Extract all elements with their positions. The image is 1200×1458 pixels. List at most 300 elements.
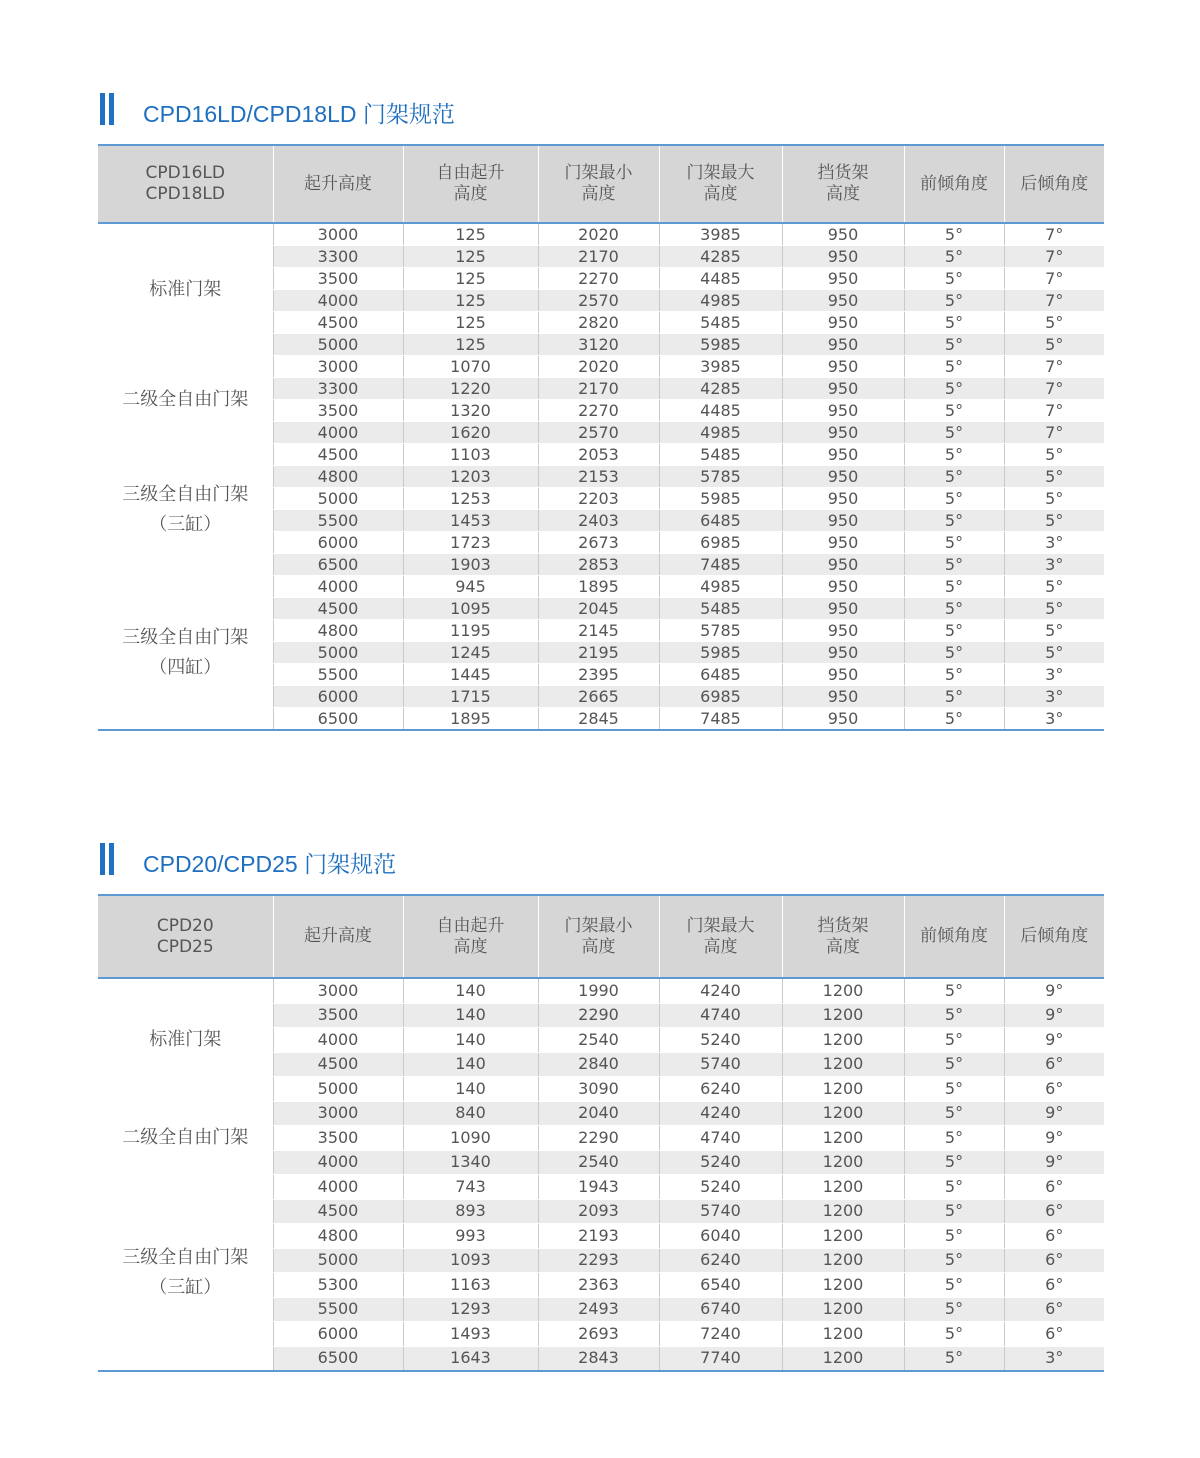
mast-type-cell [98, 978, 273, 1101]
table-cell: 5000 [273, 642, 403, 664]
table-cell: 7° [1004, 378, 1104, 400]
table-cell: 7° [1004, 268, 1104, 290]
table-cell: 4285 [659, 246, 782, 268]
table-cell: 4000 [273, 1175, 403, 1200]
table-cell: 5485 [659, 312, 782, 334]
column-header [273, 895, 403, 978]
mast-type-cell [98, 1175, 273, 1372]
column-header [273, 145, 403, 223]
table-cell: 1200 [782, 1346, 904, 1371]
table-cell: 6° [1004, 1175, 1104, 1200]
table-cell: 125 [403, 290, 538, 312]
table-cell: 5° [904, 620, 1004, 642]
table-cell: 1200 [782, 1224, 904, 1249]
column-header [1004, 145, 1104, 223]
table-cell: 140 [403, 1028, 538, 1053]
table-cell: 5° [904, 1248, 1004, 1273]
table-cell: 6540 [659, 1273, 782, 1298]
table-cell: 6040 [659, 1224, 782, 1249]
column-header [659, 145, 782, 223]
table-cell: 7240 [659, 1322, 782, 1347]
section-title: CPD16LD/CPD18LD 门架规范 [143, 101, 455, 127]
mast-spec-section-2 [98, 840, 1104, 1372]
mast-spec-table [98, 894, 1104, 1372]
table-cell: 5° [1004, 444, 1104, 466]
table-cell: 4000 [273, 290, 403, 312]
table-cell: 4240 [659, 978, 782, 1003]
table-cell: 4000 [273, 1150, 403, 1175]
table-cell: 2570 [538, 422, 659, 444]
table-cell: 5° [904, 1052, 1004, 1077]
table-cell: 1200 [782, 1101, 904, 1126]
table-row [98, 576, 1104, 598]
table-cell: 1493 [403, 1322, 538, 1347]
table-cell: 3000 [273, 356, 403, 378]
table-cell: 5° [904, 664, 1004, 686]
column-header-text: 高度 [826, 936, 860, 957]
model-header-cell [98, 145, 273, 223]
column-header-text: 门架最大 [686, 163, 755, 183]
table-cell: 1723 [403, 532, 538, 554]
table-cell: 6000 [273, 686, 403, 708]
table-cell: 5° [904, 1199, 1004, 1224]
table-cell: 3° [1004, 664, 1104, 686]
column-header-text: 前倾角度 [920, 926, 988, 946]
table-cell: 2540 [538, 1150, 659, 1175]
table-cell: 4800 [273, 1224, 403, 1249]
column-header [403, 145, 538, 223]
table-cell: 5° [904, 510, 1004, 532]
table-cell: 140 [403, 1003, 538, 1028]
table-cell: 2403 [538, 510, 659, 532]
table-cell: 140 [403, 1052, 538, 1077]
table-cell: 6740 [659, 1297, 782, 1322]
column-header-text: 自由起升 [436, 915, 505, 936]
mast-type-cell [98, 1101, 273, 1175]
table-cell: 950 [782, 510, 904, 532]
table-cell: 2570 [538, 290, 659, 312]
table-cell: 5° [904, 378, 1004, 400]
table-cell: 5300 [273, 1273, 403, 1298]
table-cell: 5740 [659, 1052, 782, 1077]
column-header [659, 895, 782, 978]
table-cell: 5° [904, 642, 1004, 664]
table-cell: 5° [904, 576, 1004, 598]
table-cell: 3090 [538, 1077, 659, 1102]
table-cell: 3300 [273, 378, 403, 400]
table-cell: 2853 [538, 554, 659, 576]
table-cell: 840 [403, 1101, 538, 1126]
table-cell: 7485 [659, 708, 782, 731]
table-row [98, 444, 1104, 466]
table-cell: 2053 [538, 444, 659, 466]
column-header [1004, 895, 1104, 978]
column-header-text: 起升高度 [304, 926, 372, 946]
section-heading [98, 90, 1104, 130]
table-cell: 1070 [403, 356, 538, 378]
table-cell: 5° [904, 1126, 1004, 1151]
table-cell: 5° [1004, 466, 1104, 488]
table-cell: 1715 [403, 686, 538, 708]
table-cell: 4485 [659, 268, 782, 290]
column-header-text: 高度 [581, 936, 616, 957]
column-header [538, 895, 659, 978]
table-cell: 5° [904, 466, 1004, 488]
table-cell: 9° [1004, 1028, 1104, 1053]
table-cell: 5° [1004, 312, 1104, 334]
table-cell: 893 [403, 1199, 538, 1224]
model-name: CPD16LD [145, 163, 225, 183]
column-header-text: 自由起升 [436, 163, 505, 183]
column-header-text: 挡货架 [817, 163, 869, 183]
table-cell: 4240 [659, 1101, 782, 1126]
table-cell: 2045 [538, 598, 659, 620]
table-cell: 1293 [403, 1297, 538, 1322]
mast-type-label: 二级全自由门架 [122, 388, 249, 410]
heading-bar-icon [109, 843, 114, 875]
table-cell: 5° [904, 1346, 1004, 1371]
table-cell: 5° [1004, 510, 1104, 532]
table-cell: 9° [1004, 978, 1104, 1003]
table-cell: 3° [1004, 1346, 1104, 1371]
table-cell: 4985 [659, 290, 782, 312]
column-header [904, 145, 1004, 223]
table-cell: 1943 [538, 1175, 659, 1200]
table-cell: 950 [782, 400, 904, 422]
mast-type-label: 标准门架 [149, 1028, 222, 1050]
table-cell: 2290 [538, 1126, 659, 1151]
table-cell: 5° [904, 1077, 1004, 1102]
table-cell: 6985 [659, 686, 782, 708]
table-cell: 7° [1004, 223, 1104, 246]
table-cell: 1990 [538, 978, 659, 1003]
table-cell: 2195 [538, 642, 659, 664]
table-cell: 4800 [273, 620, 403, 642]
column-header-text: 高度 [453, 184, 488, 204]
table-cell: 1620 [403, 422, 538, 444]
column-header-text: 后倾角度 [1020, 926, 1089, 946]
table-cell: 5985 [659, 334, 782, 356]
table-cell: 5000 [273, 334, 403, 356]
table-cell: 5240 [659, 1175, 782, 1200]
table-cell: 1200 [782, 1003, 904, 1028]
table-cell: 1895 [403, 708, 538, 731]
table-cell: 2293 [538, 1248, 659, 1273]
table-cell: 4485 [659, 400, 782, 422]
table-cell: 950 [782, 576, 904, 598]
table-cell: 5785 [659, 466, 782, 488]
table-cell: 5° [904, 554, 1004, 576]
mast-spec-table [98, 144, 1104, 731]
table-cell: 1200 [782, 1077, 904, 1102]
table-cell: 5° [904, 1273, 1004, 1298]
table-cell: 7740 [659, 1346, 782, 1371]
mast-type-cell [98, 356, 273, 444]
table-cell: 1200 [782, 1273, 904, 1298]
table-cell: 4285 [659, 378, 782, 400]
table-cell: 3° [1004, 708, 1104, 731]
table-cell: 1643 [403, 1346, 538, 1371]
table-cell: 3500 [273, 400, 403, 422]
table-cell: 6° [1004, 1224, 1104, 1249]
mast-type-cell [98, 223, 273, 356]
table-cell: 7485 [659, 554, 782, 576]
table-cell: 4740 [659, 1003, 782, 1028]
table-cell: 5° [904, 686, 1004, 708]
table-cell: 3000 [273, 223, 403, 246]
column-header [782, 145, 904, 223]
table-cell: 1200 [782, 978, 904, 1003]
column-header-text: 门架最小 [564, 915, 633, 936]
table-cell: 3000 [273, 978, 403, 1003]
table-cell: 4740 [659, 1126, 782, 1151]
column-header-text: 起升高度 [304, 173, 372, 194]
mast-type-label: （三缸） [149, 1276, 222, 1298]
table-cell: 3985 [659, 223, 782, 246]
table-cell: 5° [1004, 620, 1104, 642]
column-header-text: 高度 [826, 184, 860, 204]
table-cell: 2170 [538, 378, 659, 400]
model-header-cell [98, 895, 273, 978]
table-cell: 4500 [273, 598, 403, 620]
table-header-row [98, 895, 1104, 978]
table-cell: 950 [782, 356, 904, 378]
table-cell: 743 [403, 1175, 538, 1200]
column-header [403, 895, 538, 978]
table-cell: 5240 [659, 1150, 782, 1175]
mast-type-label: 三级全自由门架 [122, 626, 249, 648]
mast-type-label: （三缸） [149, 513, 222, 535]
table-cell: 3000 [273, 1101, 403, 1126]
table-cell: 1340 [403, 1150, 538, 1175]
table-cell: 5° [904, 444, 1004, 466]
mast-type-label: （四缸） [149, 656, 222, 678]
table-cell: 3° [1004, 686, 1104, 708]
table-cell: 1453 [403, 510, 538, 532]
table-cell: 2270 [538, 400, 659, 422]
table-cell: 2145 [538, 620, 659, 642]
table-cell: 5° [904, 1150, 1004, 1175]
table-cell: 6000 [273, 532, 403, 554]
table-cell: 5° [904, 1101, 1004, 1126]
table-cell: 6485 [659, 664, 782, 686]
table-cell: 1200 [782, 1248, 904, 1273]
table-cell: 4500 [273, 444, 403, 466]
table-cell: 5° [904, 223, 1004, 246]
table-cell: 993 [403, 1224, 538, 1249]
table-cell: 1093 [403, 1248, 538, 1273]
section-heading [98, 840, 1104, 880]
table-cell: 4500 [273, 1199, 403, 1224]
table-cell: 4000 [273, 576, 403, 598]
table-cell: 5° [904, 708, 1004, 731]
table-cell: 5° [904, 400, 1004, 422]
table-cell: 5° [904, 598, 1004, 620]
table-cell: 5° [1004, 598, 1104, 620]
table-cell: 2290 [538, 1003, 659, 1028]
table-cell: 4985 [659, 422, 782, 444]
table-cell: 950 [782, 686, 904, 708]
table-cell: 6° [1004, 1322, 1104, 1347]
table-cell: 2170 [538, 246, 659, 268]
table-cell: 1253 [403, 488, 538, 510]
column-header-text: 门架最大 [686, 915, 755, 936]
table-cell: 9° [1004, 1150, 1104, 1175]
table-cell: 5485 [659, 444, 782, 466]
table-cell: 4000 [273, 422, 403, 444]
table-cell: 2820 [538, 312, 659, 334]
table-cell: 1200 [782, 1297, 904, 1322]
table-cell: 5° [904, 1175, 1004, 1200]
table-cell: 950 [782, 620, 904, 642]
table-cell: 1200 [782, 1150, 904, 1175]
table-cell: 125 [403, 312, 538, 334]
table-cell: 3500 [273, 268, 403, 290]
table-cell: 7° [1004, 290, 1104, 312]
table-cell: 1200 [782, 1028, 904, 1053]
table-cell: 5° [904, 268, 1004, 290]
table-row [98, 1175, 1104, 1200]
table-cell: 5° [1004, 334, 1104, 356]
table-cell: 6985 [659, 532, 782, 554]
table-row [98, 1101, 1104, 1126]
table-cell: 6° [1004, 1199, 1104, 1224]
table-cell: 1200 [782, 1322, 904, 1347]
table-cell: 1095 [403, 598, 538, 620]
table-cell: 125 [403, 268, 538, 290]
table-cell: 6500 [273, 1346, 403, 1371]
table-cell: 2270 [538, 268, 659, 290]
column-header [904, 895, 1004, 978]
table-cell: 3300 [273, 246, 403, 268]
table-cell: 950 [782, 246, 904, 268]
table-row [98, 223, 1104, 246]
heading-bar-icon [100, 843, 105, 875]
column-header-text: 高度 [703, 184, 738, 204]
column-header-text: 后倾角度 [1020, 173, 1089, 194]
table-cell: 1195 [403, 620, 538, 642]
table-cell: 1220 [403, 378, 538, 400]
column-header-text: 门架最小 [564, 163, 633, 183]
table-row [98, 978, 1104, 1003]
table-cell: 1200 [782, 1126, 904, 1151]
table-cell: 6240 [659, 1248, 782, 1273]
table-cell: 5° [904, 1322, 1004, 1347]
table-cell: 1090 [403, 1126, 538, 1151]
column-header [538, 145, 659, 223]
table-cell: 2693 [538, 1322, 659, 1347]
table-cell: 5° [904, 422, 1004, 444]
table-cell: 5985 [659, 488, 782, 510]
table-cell: 5° [904, 488, 1004, 510]
table-cell: 5° [904, 334, 1004, 356]
table-cell: 4985 [659, 576, 782, 598]
table-cell: 3985 [659, 356, 782, 378]
table-cell: 950 [782, 488, 904, 510]
table-cell: 3500 [273, 1003, 403, 1028]
table-cell: 2093 [538, 1199, 659, 1224]
table-cell: 9° [1004, 1126, 1104, 1151]
model-name: CPD20 [156, 915, 214, 936]
table-cell: 1103 [403, 444, 538, 466]
table-cell: 5000 [273, 488, 403, 510]
heading-bar-icon [109, 93, 114, 125]
table-cell: 945 [403, 576, 538, 598]
table-cell: 950 [782, 223, 904, 246]
table-cell: 140 [403, 978, 538, 1003]
table-cell: 3° [1004, 532, 1104, 554]
table-cell: 5° [1004, 488, 1104, 510]
table-cell: 125 [403, 246, 538, 268]
table-cell: 140 [403, 1077, 538, 1102]
table-cell: 3° [1004, 554, 1104, 576]
table-cell: 4500 [273, 1052, 403, 1077]
heading-bar-icon [100, 93, 105, 125]
table-cell: 7° [1004, 356, 1104, 378]
column-header-text: 高度 [703, 936, 738, 957]
table-cell: 6240 [659, 1077, 782, 1102]
column-header-text: 挡货架 [817, 915, 869, 936]
table-cell: 1445 [403, 664, 538, 686]
table-cell: 5° [904, 1003, 1004, 1028]
table-cell: 950 [782, 642, 904, 664]
table-cell: 1903 [403, 554, 538, 576]
table-cell: 5500 [273, 664, 403, 686]
table-cell: 1895 [538, 576, 659, 598]
table-cell: 9° [1004, 1003, 1104, 1028]
table-cell: 5500 [273, 510, 403, 532]
table-cell: 5° [904, 532, 1004, 554]
table-cell: 1200 [782, 1052, 904, 1077]
table-cell: 5° [904, 246, 1004, 268]
table-cell: 950 [782, 290, 904, 312]
table-cell: 2153 [538, 466, 659, 488]
table-cell: 2845 [538, 708, 659, 731]
table-cell: 5500 [273, 1297, 403, 1322]
table-cell: 2673 [538, 532, 659, 554]
table-cell: 7° [1004, 400, 1104, 422]
mast-type-label: 二级全自由门架 [122, 1126, 249, 1148]
table-cell: 6° [1004, 1248, 1104, 1273]
table-cell: 6500 [273, 554, 403, 576]
model-name: CPD18LD [145, 184, 225, 204]
mast-type-cell [98, 576, 273, 731]
mast-type-label: 标准门架 [149, 278, 222, 300]
table-cell: 950 [782, 664, 904, 686]
table-cell: 6° [1004, 1273, 1104, 1298]
table-cell: 2020 [538, 356, 659, 378]
mast-type-label: 三级全自由门架 [122, 483, 249, 505]
table-cell: 5° [904, 978, 1004, 1003]
table-cell: 4500 [273, 312, 403, 334]
table-cell: 6° [1004, 1052, 1104, 1077]
table-cell: 5° [1004, 576, 1104, 598]
table-cell: 5485 [659, 598, 782, 620]
table-cell: 6° [1004, 1077, 1104, 1102]
table-header-row [98, 145, 1104, 223]
table-cell: 1320 [403, 400, 538, 422]
column-header-text: 高度 [453, 936, 488, 957]
column-header-text: 高度 [581, 184, 616, 204]
table-cell: 1245 [403, 642, 538, 664]
table-cell: 6000 [273, 1322, 403, 1347]
table-cell: 950 [782, 312, 904, 334]
table-cell: 5° [904, 290, 1004, 312]
table-cell: 7° [1004, 422, 1104, 444]
model-name: CPD25 [156, 936, 214, 957]
table-cell: 2040 [538, 1101, 659, 1126]
mast-spec-section-1 [98, 90, 1104, 731]
